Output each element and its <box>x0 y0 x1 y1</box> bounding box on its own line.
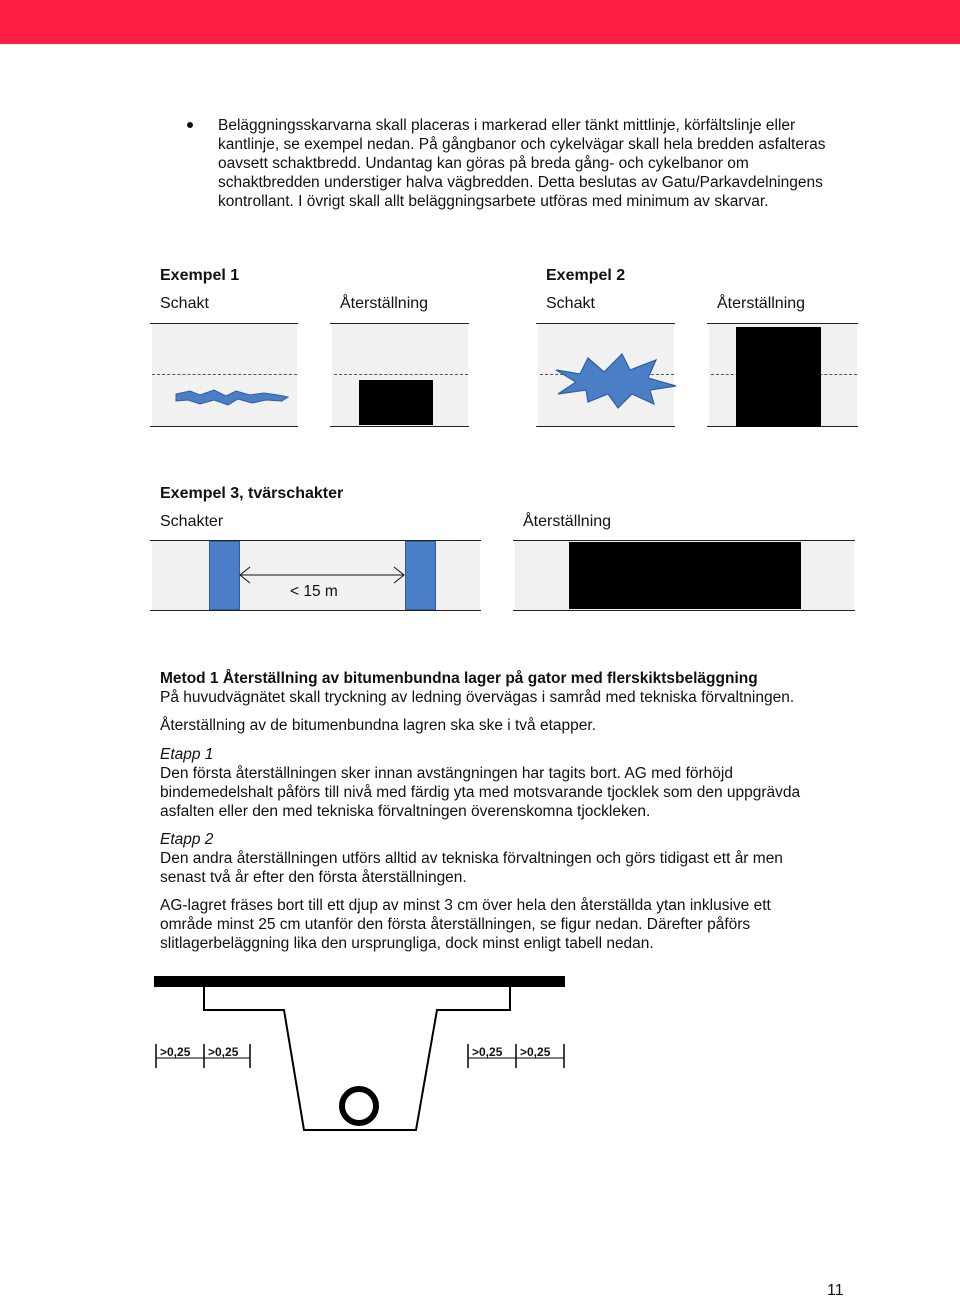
ex1-aterstallning-label: Återställning <box>340 295 429 312</box>
metod-p1: På huvudvägnätet skall tryckning av ledning övervägas i samråd med tekniska förvaltningen. <box>160 689 795 706</box>
ex3-schakter-label: Schakter <box>160 513 224 530</box>
example-3-title: Exempel 3, tvärschakter <box>160 485 344 502</box>
header-bar <box>0 0 960 44</box>
bullet-text: Beläggningsskarvarna skall placeras i markerad eller tänkt mittlinje, körfältslinje eller kantlinje, se exempel nedan. På gångbanor och cykelvägar skall hela bredden asfalteras oavsett schaktbredd. Undantag kan göras på breda gång- och cykelbanor om schaktbredden understiger halva vägbredden. Detta beslutas av Gatu/Parkavdelningens kontrollant. I övrigt skall allt beläggningsarbete utföras med minimum av skarvar. <box>218 117 826 210</box>
distance-arrow-icon <box>238 565 406 585</box>
ex1-schakt-label: Schakt <box>160 295 209 312</box>
etapp2-title: Etapp 2 <box>160 831 214 848</box>
example-2-title: Exempel 2 <box>546 267 626 284</box>
dim-label-2: >0,25 <box>208 1045 239 1059</box>
dim-label-4: >0,25 <box>520 1045 551 1059</box>
example-1-title: Exempel 1 <box>160 267 240 284</box>
etapp1-title: Etapp 1 <box>160 746 214 763</box>
ex3-trench-left <box>209 541 240 610</box>
ex3-restoration-block <box>569 542 801 609</box>
ex2-aterstallning-label: Återställning <box>717 295 806 312</box>
ex3-aterstallning-label: Återställning <box>523 513 612 530</box>
ex3-trench-right <box>405 541 436 610</box>
etapp2-text: Den andra återställningen utförs alltid av tekniska förvaltningen och görs tidigast ett år men senast två år efter den första återställningen. <box>160 850 783 886</box>
distance-label: < 15 m <box>290 583 338 600</box>
metod-p3: AG-lagret fräses bort till ett djup av minst 3 cm över hela den återställda ytan inklusive ett område minst 25 cm utanför den första återställningen, se figur nedan. Därefter påförs slitlagerbeläggning lika den ursprungliga, dock minst enligt tabell nedan. <box>160 897 771 952</box>
etapp1-text: Den första återställningen sker innan avstängningen har tagits bort. AG med förhöjd bindemedelshalt påförs till nivå med färdig yta med motsvarande tjocklek som den uppgrävda asfalten eller den med tekniska förvaltningen överenskomna tjockleken. <box>160 765 801 820</box>
ex2-schakt-label: Schakt <box>546 295 595 312</box>
metod-p2: Återställning av de bitumenbundna lagren ska ske i två etapper. <box>160 717 596 734</box>
page-number: 11 <box>827 1282 844 1299</box>
ex2-excavation-shape <box>552 350 680 412</box>
ex1-excavation-shape <box>170 385 295 409</box>
dim-label-3: >0,25 <box>472 1045 503 1059</box>
ex2-restoration-block <box>736 327 821 427</box>
metod-heading: Metod 1 Återställning av bitumenbundna lager på gator med flerskiktsbeläggning <box>160 670 758 687</box>
dim-label-1: >0,25 <box>160 1045 191 1059</box>
ex1-restoration-block <box>359 380 433 425</box>
bullet-icon <box>187 122 193 128</box>
